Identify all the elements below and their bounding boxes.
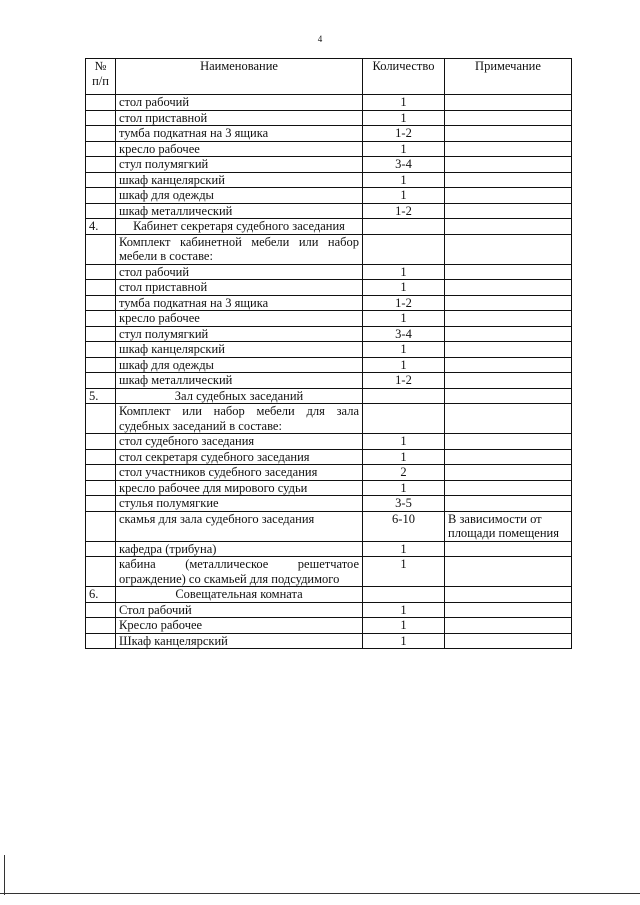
table-row (86, 280, 572, 296)
row-qty (363, 404, 445, 434)
row-num (86, 110, 116, 126)
row-qty: 1-2 (363, 126, 445, 142)
row-note (445, 110, 572, 126)
row-note (445, 357, 572, 373)
row-qty: 1 (363, 480, 445, 496)
section-row (86, 219, 572, 235)
row-qty: 1 (363, 449, 445, 465)
row-name: Комплект кабинетной мебели или набор мебели в составе: (116, 234, 363, 264)
row-qty: 1 (363, 141, 445, 157)
table-row (86, 295, 572, 311)
row-note (445, 342, 572, 358)
row-num (86, 404, 116, 434)
row-name: Кресло рабочее (116, 618, 363, 634)
header-num: № п/п (86, 59, 116, 95)
row-name: стол участников судебного заседания (116, 465, 363, 481)
row-name: Кабинет секретаря судебного заседания (116, 219, 363, 235)
row-qty: 1 (363, 342, 445, 358)
row-num: 5. (86, 388, 116, 404)
row-num (86, 188, 116, 204)
header-qty: Количество (363, 59, 445, 95)
table-row (86, 557, 572, 587)
table-row (86, 480, 572, 496)
row-num (86, 449, 116, 465)
row-note (445, 141, 572, 157)
row-name: стул полумягкий (116, 157, 363, 173)
row-qty: 3-5 (363, 496, 445, 512)
row-note (445, 295, 572, 311)
furniture-table (85, 58, 572, 649)
row-note (445, 172, 572, 188)
table-row (86, 172, 572, 188)
table-row (86, 511, 572, 541)
row-name: кафедра (трибуна) (116, 541, 363, 557)
row-note (445, 480, 572, 496)
row-num (86, 95, 116, 111)
row-qty: 1 (363, 264, 445, 280)
row-note (445, 95, 572, 111)
row-name: стол приставной (116, 110, 363, 126)
table-row (86, 311, 572, 327)
table-row (86, 95, 572, 111)
row-qty: 3-4 (363, 157, 445, 173)
row-qty (363, 219, 445, 235)
row-name: шкаф для одежды (116, 188, 363, 204)
row-num (86, 342, 116, 358)
row-qty: 2 (363, 465, 445, 481)
row-name: стул полумягкий (116, 326, 363, 342)
row-name: шкаф для одежды (116, 357, 363, 373)
row-num (86, 295, 116, 311)
row-name: Совещательная комната (116, 587, 363, 603)
row-qty: 1 (363, 280, 445, 296)
row-num (86, 264, 116, 280)
section-row (86, 587, 572, 603)
table-row (86, 449, 572, 465)
row-qty (363, 234, 445, 264)
table-row (86, 434, 572, 450)
row-qty: 1 (363, 434, 445, 450)
row-num (86, 465, 116, 481)
row-qty: 1-2 (363, 203, 445, 219)
row-note (445, 219, 572, 235)
row-num (86, 618, 116, 634)
row-name: скамья для зала судебного заседания (116, 511, 363, 541)
section-row (86, 388, 572, 404)
row-name: шкаф канцелярский (116, 342, 363, 358)
table-row (86, 496, 572, 512)
row-name: стол рабочий (116, 264, 363, 280)
row-note (445, 496, 572, 512)
row-name: Стол рабочий (116, 602, 363, 618)
row-name: Шкаф канцелярский (116, 633, 363, 649)
table-row (86, 373, 572, 389)
table-row (86, 342, 572, 358)
table-row (86, 404, 572, 434)
row-qty (363, 587, 445, 603)
row-num (86, 602, 116, 618)
row-note (445, 188, 572, 204)
table-row (86, 465, 572, 481)
row-num (86, 172, 116, 188)
row-name: тумба подкатная на 3 ящика (116, 295, 363, 311)
row-qty: 1 (363, 633, 445, 649)
row-name: стол приставной (116, 280, 363, 296)
row-note (445, 388, 572, 404)
row-num (86, 280, 116, 296)
row-note (445, 557, 572, 587)
row-note (445, 234, 572, 264)
row-qty: 1 (363, 618, 445, 634)
table-row (86, 618, 572, 634)
table-row (86, 126, 572, 142)
row-note (445, 618, 572, 634)
row-qty: 1 (363, 95, 445, 111)
row-note (445, 602, 572, 618)
row-num: 6. (86, 587, 116, 603)
row-note (445, 633, 572, 649)
row-name: кабина (металлическое решетчатое ограждение) со скамьей для подсудимого (116, 557, 363, 587)
page-left-edge (4, 855, 5, 895)
table-body (86, 95, 572, 649)
row-num (86, 480, 116, 496)
row-note (445, 126, 572, 142)
row-qty: 1 (363, 172, 445, 188)
row-name: стол судебного заседания (116, 434, 363, 450)
table-row (86, 110, 572, 126)
page-number: 4 (317, 34, 323, 44)
row-name: шкаф канцелярский (116, 172, 363, 188)
row-note (445, 541, 572, 557)
row-note (445, 465, 572, 481)
row-qty: 1 (363, 602, 445, 618)
row-name: стол секретаря судебного заседания (116, 449, 363, 465)
page-bottom-edge (0, 893, 640, 894)
row-qty: 1 (363, 557, 445, 587)
row-qty: 1 (363, 357, 445, 373)
row-qty: 1 (363, 311, 445, 327)
row-name: кресло рабочее (116, 141, 363, 157)
row-note (445, 449, 572, 465)
row-note (445, 373, 572, 389)
row-note (445, 326, 572, 342)
row-qty: 3-4 (363, 326, 445, 342)
row-note (445, 587, 572, 603)
header-name: Наименование (116, 59, 363, 95)
row-qty: 1-2 (363, 373, 445, 389)
row-num (86, 141, 116, 157)
row-qty (363, 388, 445, 404)
row-note (445, 157, 572, 173)
row-name: стол рабочий (116, 95, 363, 111)
row-num (86, 496, 116, 512)
row-note (445, 203, 572, 219)
row-qty: 1 (363, 188, 445, 204)
row-note (445, 264, 572, 280)
row-num (86, 557, 116, 587)
table-header-row (86, 59, 572, 95)
row-num (86, 126, 116, 142)
table-row (86, 234, 572, 264)
row-name: тумба подкатная на 3 ящика (116, 126, 363, 142)
table-row (86, 264, 572, 280)
row-note (445, 311, 572, 327)
row-num (86, 357, 116, 373)
row-name: кресло рабочее для мирового судьи (116, 480, 363, 496)
row-num (86, 326, 116, 342)
table-row (86, 633, 572, 649)
table-row (86, 141, 572, 157)
row-num (86, 541, 116, 557)
table-row (86, 541, 572, 557)
row-num (86, 373, 116, 389)
row-num (86, 203, 116, 219)
row-num (86, 434, 116, 450)
row-note (445, 280, 572, 296)
table-row (86, 203, 572, 219)
row-name: кресло рабочее (116, 311, 363, 327)
row-name: Зал судебных заседаний (116, 388, 363, 404)
row-qty: 1 (363, 541, 445, 557)
row-num (86, 511, 116, 541)
table-row (86, 188, 572, 204)
row-name: Комплект или набор мебели для зала судебных заседаний в составе: (116, 404, 363, 434)
row-note (445, 434, 572, 450)
table-row (86, 157, 572, 173)
row-qty: 1-2 (363, 295, 445, 311)
row-name: шкаф металлический (116, 203, 363, 219)
table-row (86, 602, 572, 618)
row-name: стулья полумягкие (116, 496, 363, 512)
row-num (86, 157, 116, 173)
row-note: В зависимости от площади помещения (445, 511, 572, 541)
row-qty: 6-10 (363, 511, 445, 541)
table-row (86, 357, 572, 373)
header-note: Примечание (445, 59, 572, 95)
row-num (86, 311, 116, 327)
row-qty: 1 (363, 110, 445, 126)
row-num (86, 234, 116, 264)
row-num (86, 633, 116, 649)
row-num: 4. (86, 219, 116, 235)
table-row (86, 326, 572, 342)
row-note (445, 404, 572, 434)
row-name: шкаф металлический (116, 373, 363, 389)
